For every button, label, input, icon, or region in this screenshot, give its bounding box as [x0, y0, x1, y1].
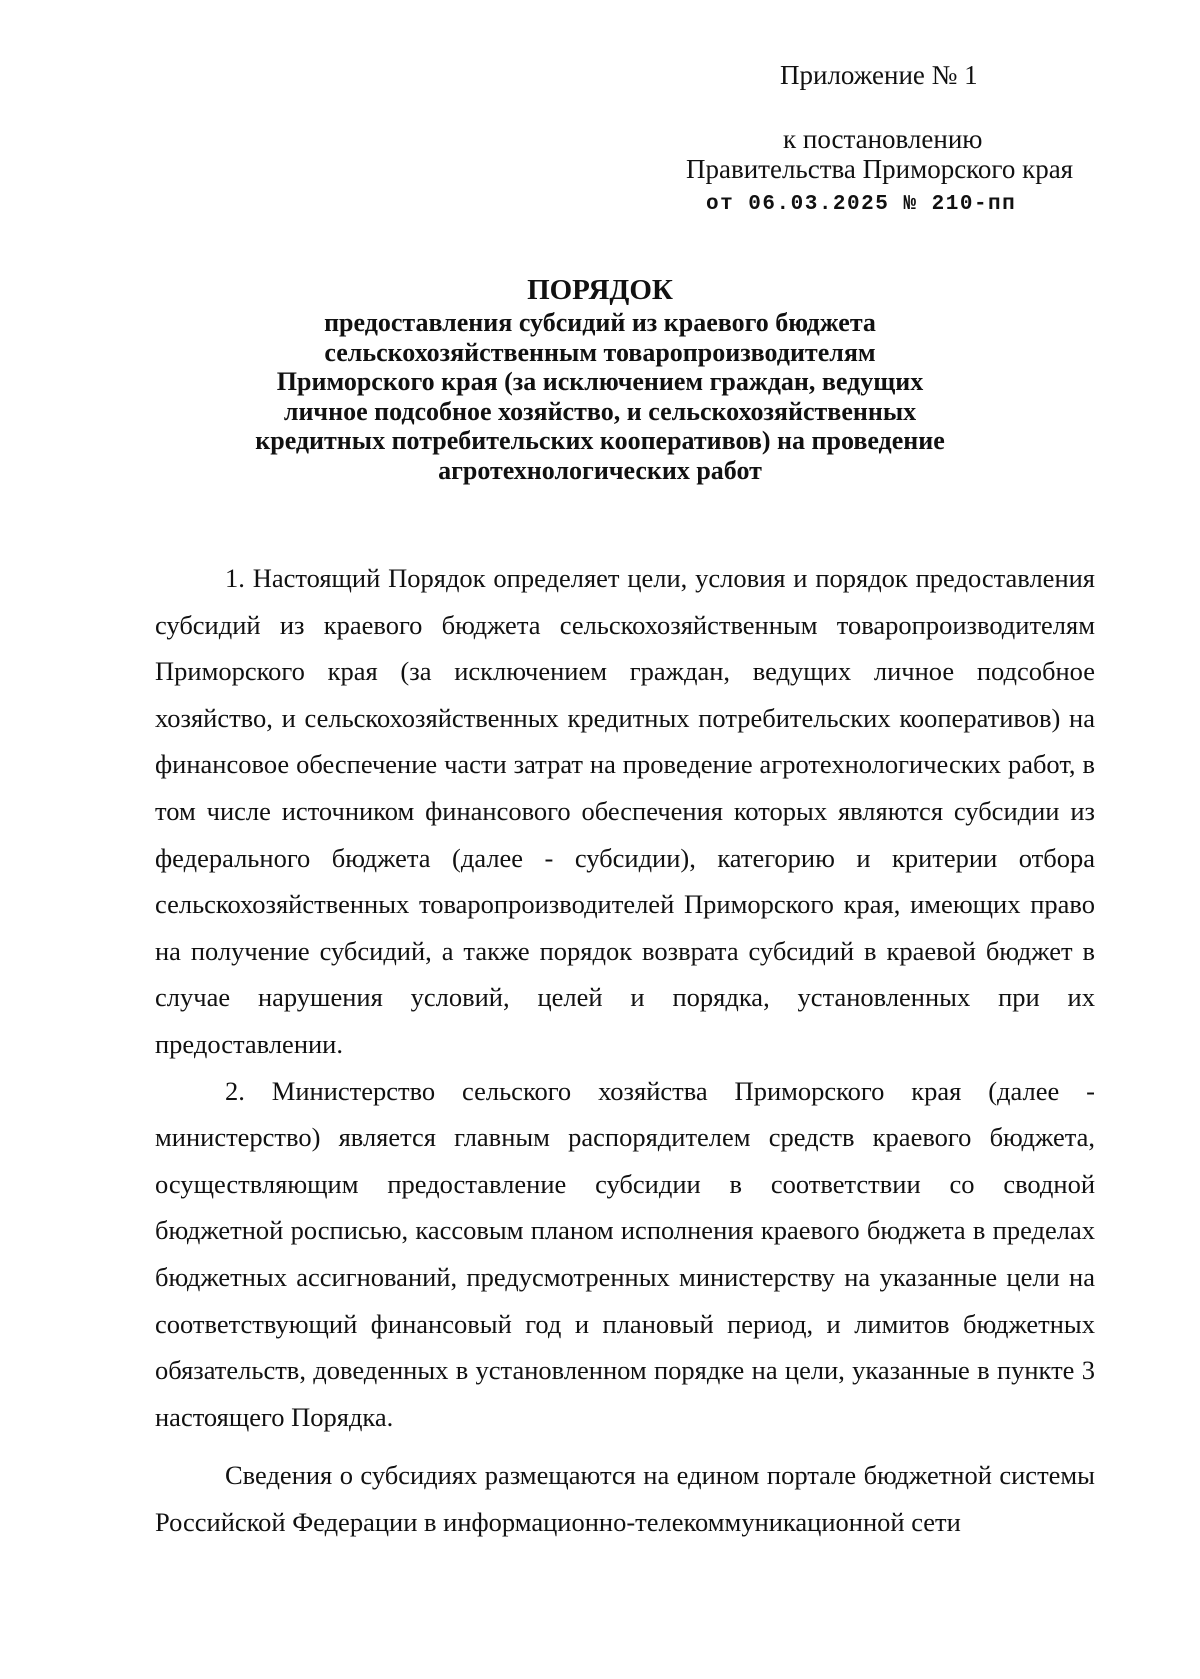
paragraph-3: Сведения о субсидиях размещаются на едином портале бюджетной системы Российской Федерации в информационно-телекоммуникационной сети: [155, 1460, 1095, 1537]
resolution-reference: к постановлению: [783, 124, 983, 154]
subtitle-line: сельскохозяйственным товаропроизводителям: [324, 337, 876, 367]
subtitle-line: предоставления субсидий из краевого бюджета: [324, 308, 876, 337]
paragraph-1: 1. Настоящий Порядок определяет цели, условия и порядок предоставления субсидий из краевого бюджета сельскохозяйственным товаропроизводителям Приморского края (за исключением граждан, ведущих личное подсобное хозяйство, и сельскохозяйственных кредитных потребительских кооперативов) на финансовое обеспечение части затрат на проведение агротехнологических работ, в том числе источником финансового обеспечения которых являются субсидии из федерального бюджета (далее - субсидии), категорию и критерии отбора сельскохозяйственных товаропроизводителей Приморского края, имеющих право на получение субсидий, а также порядок возврата субсидий в краевой бюджет в случае нарушения условий, целей и порядка, установленных при их предоставлении.: [155, 563, 1095, 1059]
subtitle-line: личное подсобное хозяйство, и сельскохозяйственных: [283, 396, 917, 426]
document-title-block: [150, 272, 1050, 485]
subtitle-line: агротехнологических работ: [438, 455, 762, 485]
paragraph-2: 2. Министерство сельского хозяйства Приморского края (далее - министерство) является главным распорядителем средств краевого бюджета, осуществляющим предоставление субсидии в соответствии со сводной бюджетной росписью, кассовым планом исполнения краевого бюджета в пределах бюджетных ассигнований, предусмотренных министерству на указанные цели на соответствующий финансовый год и плановый период, и лимитов бюджетных обязательств, доведенных в установленном порядке на цели, указанные в пункте 3 настоящего Порядка.: [155, 1075, 1095, 1432]
subtitle-line: Приморского края (за исключением граждан, ведущих: [276, 367, 924, 396]
resolution-date-stamp: от 06.03.2025 № 210-пп: [706, 193, 1017, 216]
appendix-number: Приложение № 1: [780, 60, 978, 90]
document-body: [155, 555, 1095, 1545]
document-title: ПОРЯДОК: [527, 274, 673, 306]
subtitle-line: кредитных потребительских кооперативов) на проведение: [255, 426, 945, 455]
resolution-issuer: Правительства Приморского края: [686, 154, 1074, 184]
